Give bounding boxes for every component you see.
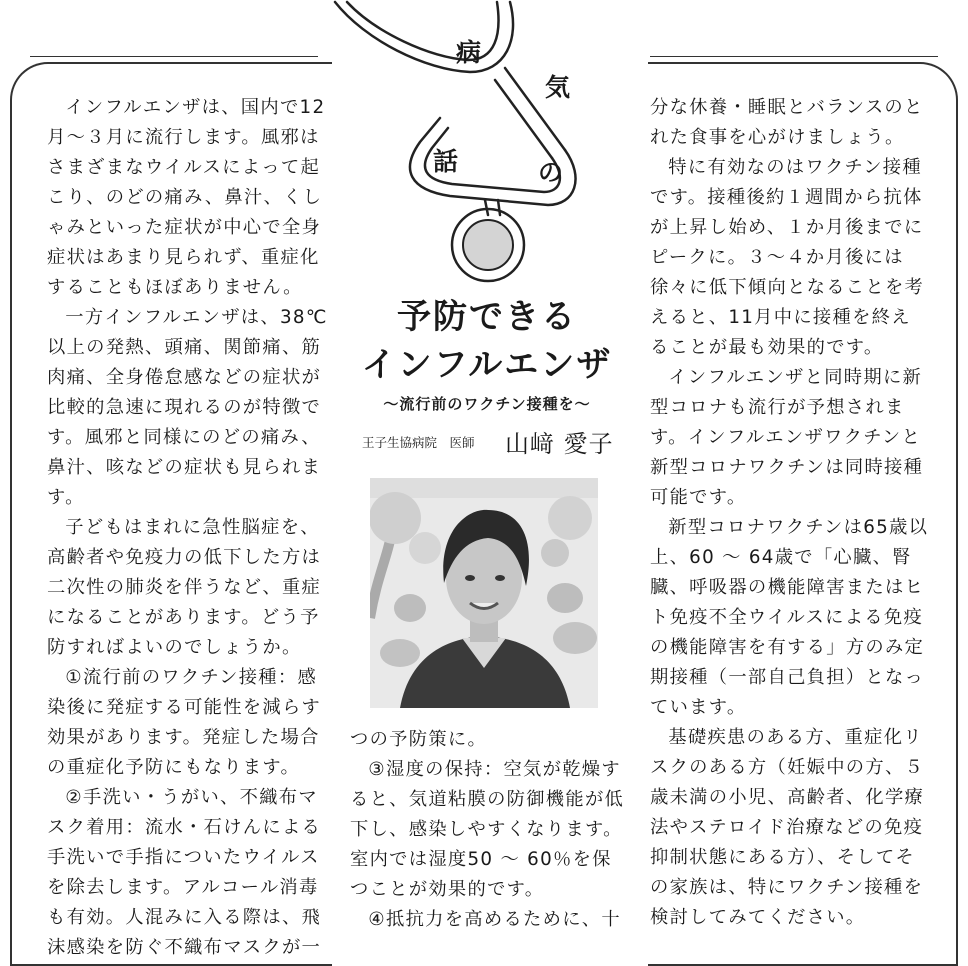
paragraph: 分な休養・睡眠とバランスのとれた食事を心がけましょう。 bbox=[650, 97, 924, 148]
article-column-left bbox=[47, 93, 332, 963]
paragraph: 一方インフルエンザは、38℃以上の発熱、頭痛、関節痛、筋肉痛、全身倦怠感などの症状が比較的急速に現れるのが特徴です。風邪と同様にのどの痛み、鼻汁、咳などの症状も見られます。 bbox=[47, 307, 328, 508]
paragraph: つの予防策に。 bbox=[350, 729, 488, 750]
logo-char-2: 気 bbox=[545, 73, 571, 102]
logo-char-1: 病 bbox=[456, 38, 482, 67]
article-title-line-1: 予防できる bbox=[397, 297, 577, 337]
paragraph: ②手洗い・うがい、不織布マスク着用：流水・石けんによる手洗いで手指についたウイルスを除去します。アルコール消毒も有効。人混みに入る際は、飛沫感染を防ぐ不織布マスクが一 bbox=[47, 787, 322, 958]
logo-char-3: の bbox=[538, 158, 564, 187]
article-column-right bbox=[650, 93, 930, 933]
article-column-middle bbox=[350, 725, 628, 935]
article-title-line-2: インフルエンザ bbox=[361, 345, 613, 385]
paragraph: 新型コロナワクチンは65歳以上、60 〜 64歳で「心臓、腎臓、呼吸器の機能障害またはヒト免疫不全ウイルスによる免疫の機能障害を有する」方のみ定期接種（一部自己負担）となっています。 bbox=[650, 517, 929, 718]
article-subtitle: 〜流行前のワクチン接種を〜 bbox=[383, 395, 591, 413]
author-name: 山﨑 愛子 bbox=[505, 430, 614, 458]
paragraph: 基礎疾患のある方、重症化リスクのある方（妊娠中の方、５歳未満の小児、高齢者、化学療法やステロイド治療などの免疫抑制状態にある方）、そしてその家族は、特にワクチン接種を検討してみてください。 bbox=[650, 727, 925, 928]
paragraph: インフルエンザと同時期に新型コロナも流行が予想されます。インフルエンザワクチンと新型コロナワクチンは同時接種可能です。 bbox=[650, 367, 924, 508]
paragraph: インフルエンザは、国内で12月〜３月に流行します。風邪はさまざまなウイルスによって起こり、のどの痛み、鼻汁、くしゃみといった症状が中心で全身症状はあまり見られず、重症化することもほぼありません。 bbox=[47, 97, 326, 298]
paragraph: 特に有効なのはワクチン接種です。接種後約１週間から抗体が上昇し始め、１か月後までにピークに。３〜４か月後には徐々に低下傾向となることを考えると、11月中に接種を終えることが最も効果的です。 bbox=[650, 157, 925, 358]
paragraph: 子どもはまれに急性脳症を、高齢者や免疫力の低下した方は二次性の肺炎を伴うなど、重症になることがあります。どう予防すればよいのでしょうか。 bbox=[47, 517, 322, 658]
paragraph: ④抵抗力を高めるために、十 bbox=[368, 909, 621, 930]
logo-char-4: 話 bbox=[433, 147, 459, 176]
author-affiliation: 王子生協病院 医師 bbox=[362, 435, 475, 450]
paragraph: ①流行前のワクチン接種：感染後に発症する可能性を減らす効果があります。発症した場合の重症化予防にもなります。 bbox=[47, 667, 322, 778]
doctor-photo bbox=[370, 478, 598, 708]
paragraph: ③湿度の保持：空気が乾燥すると、気道粘膜の防御機能が低下し、感染しやすくなります。室内では湿度50 〜 60％を保つことが効果的です。 bbox=[350, 759, 625, 900]
frame-rule-left bbox=[30, 56, 318, 57]
frame-rule-right bbox=[650, 56, 938, 57]
